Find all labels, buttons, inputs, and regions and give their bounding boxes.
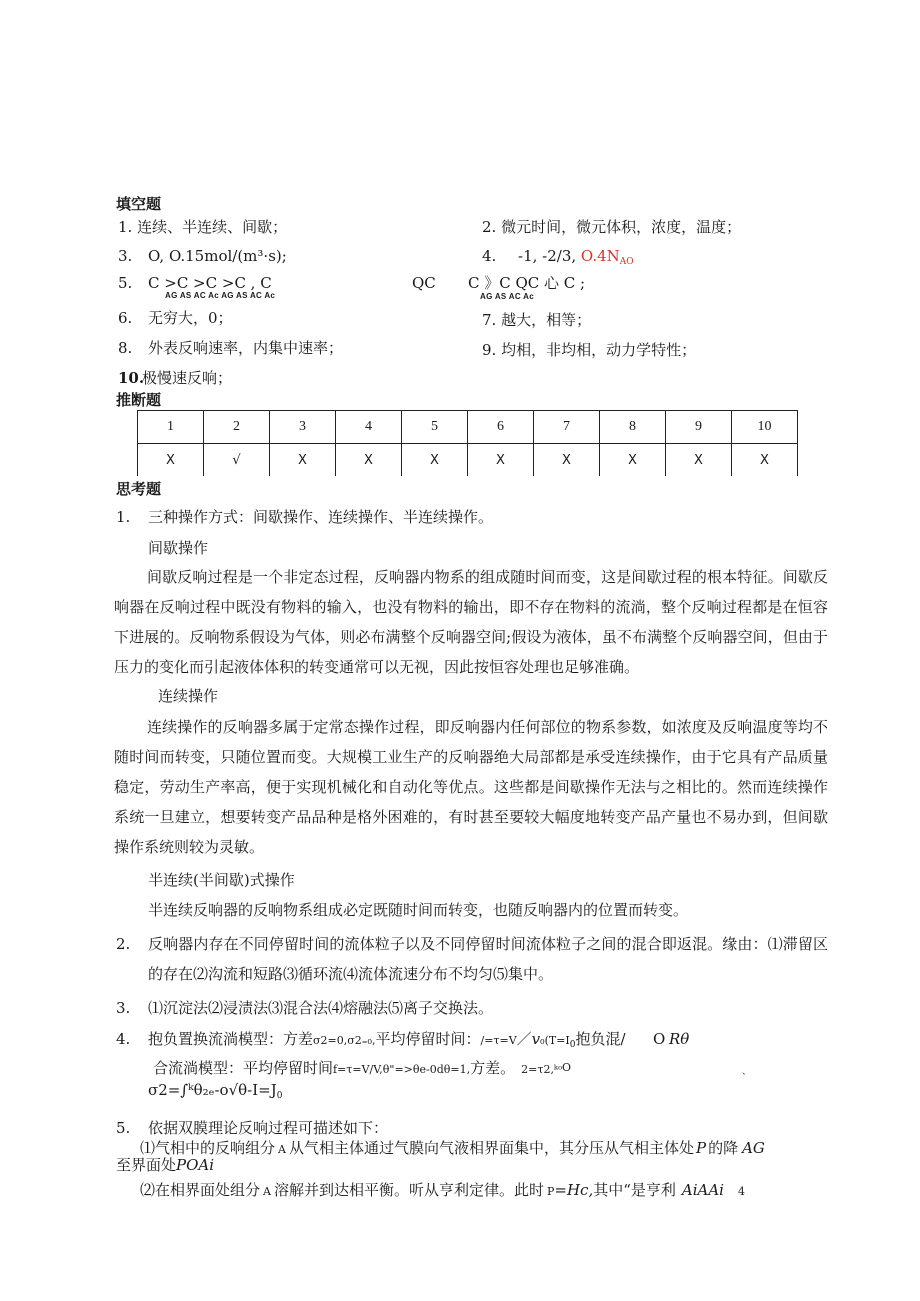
fill-item-1: 1. 连续、半连续、间歇；	[118, 218, 288, 236]
judge-number: 1	[138, 411, 204, 444]
judge-mark: X	[336, 444, 402, 477]
judge-mark: X	[666, 444, 732, 477]
judge-mark: X	[402, 444, 468, 477]
fill-item-2: 2. 微元时间，微元体积，浓度，温度；	[482, 218, 742, 236]
fill-item-7: 7. 越大，相等；	[482, 311, 592, 329]
judge-number: 4	[336, 411, 402, 444]
q2-text: 反响器内存在不同停留时间的流体粒子以及不同停留时间流体粒子之间的混合即返混。缘由：⑴滞留区的存在⑵沟流和短路⑶循环流⑷流体流速分布不均匀⑸集中。	[148, 935, 828, 983]
q5-num: 5.	[116, 1119, 131, 1137]
fill-item-9: 9. 均相，非均相，动力学特性；	[482, 341, 697, 359]
judge-mark: X	[600, 444, 666, 477]
fill-item-10: 极慢速反响；	[142, 369, 233, 387]
fill-item-4-red: O.4N	[580, 247, 620, 265]
judge-answer-row	[138, 444, 798, 477]
q4-tail-o: O	[653, 1030, 666, 1048]
q4-line2: 合流淌模型：平均停留时间f=τ=V/V,θ"=>θe-0dθ=1,方差。 2=τ2,ᵏᵒ	[153, 1059, 563, 1077]
judge-table	[137, 410, 798, 476]
batch-title: 间歇操作	[148, 539, 209, 557]
batch-paragraph: 间歇反响过程是一个非定态过程，反响器内物系的组成随时间而变，这是间歇过程的根本特征。间歇反响器在反响过程中既没有物料的输入，也没有物料的输出，即不存在物料的流淌，整个反响过程都是在恒容下进展的。反响物系假设为气体，则必布满整个反响器空间;假设为液体，虽不布满整个反响器空间，但由于压力的变化而引起液体体积的转变通常可以无视，因此按恒容处理也足够准确。	[114, 568, 828, 676]
fill-heading: 填空题	[116, 195, 162, 213]
judge-number: 7	[534, 411, 600, 444]
q5-text: 依据双膜理论反响过程可描述如下：	[148, 1119, 389, 1137]
q5-step2: ⑵在相界面处组分 A 溶解并到达相平衡。听从亨利定律。此时 P=Hc,其中“是亨利 AiAAi 4	[140, 1181, 745, 1199]
judge-number: 5	[402, 411, 468, 444]
q3-num: 3.	[116, 999, 131, 1017]
judge-number: 9	[666, 411, 732, 444]
judge-mark: X	[534, 444, 600, 477]
fill-item-5b-sub: AG AS AC Ac	[480, 292, 534, 301]
fill-item-6: 无穷大，0；	[148, 309, 233, 327]
judge-number: 2	[204, 411, 270, 444]
think-heading: 思考题	[116, 480, 162, 498]
fill-item-5-num: 5.	[118, 274, 133, 292]
q3-text: ⑴沉淀法⑵浸渍法⑶混合法⑷熔融法⑸离子交换法。	[148, 999, 494, 1017]
q4-dot: 、	[742, 1067, 752, 1077]
fill-item-8-num: 8.	[118, 339, 133, 357]
fill-item-8: 外表反响速率，内集中速率；	[148, 339, 344, 357]
fill-item-5-sub: AG AS AC Ac AG AS AC Ac	[165, 291, 276, 300]
judge-mark: X	[270, 444, 336, 477]
judge-mark: X	[138, 444, 204, 477]
semi-paragraph: 半连续反响器的反响物系组成必定既随时间而转变，也随反响器内的位置而转变。	[148, 901, 689, 919]
judge-number: 6	[468, 411, 534, 444]
fill-item-5b: C 》C QC 心 C ;	[468, 274, 586, 292]
fill-item-5: C >C >C >C , C	[148, 274, 272, 292]
fill-item-5-qc: QC	[412, 274, 436, 292]
q5-step1: ⑴气相中的反响组分 A 从气相主体通过气膜向气液相界面集中，其分压从气相主体处 P 的降 AG	[140, 1139, 765, 1157]
fill-item-6-num: 6.	[118, 309, 133, 327]
fill-item-10-num: 10.	[118, 369, 145, 387]
judge-number: 10	[732, 411, 798, 444]
fill-item-4-num: 4.	[482, 247, 497, 265]
q4-o2: O	[562, 1061, 572, 1074]
q2-num: 2.	[116, 935, 131, 953]
fill-item-3-num: 3.	[118, 247, 133, 265]
judge-heading: 推断题	[116, 391, 162, 409]
cont-paragraph: 连续操作的反响器多属于定常态操作过程，即反响器内任何部位的物系参数，如浓度及反响温度等均不随时间而转变，只随位置而变。大规模工业生产的反响器绝大局部都是承受连续操作，由于它具有产品质量稳定，劳动生产率高，便于实现机械化和自动化等优点。这些都是间歇操作无法与之相比的。然而连续操作系统一旦建立，想要转变产品品种是格外困难的，有时甚至要较大幅度地转变产品产量也不易办到，但间歇操作系统则较为灵敏。	[114, 718, 828, 856]
q5-step1b: 至界面处POAi	[116, 1156, 215, 1174]
judge-mark: X	[732, 444, 798, 477]
judge-mark: X	[468, 444, 534, 477]
fill-item-4: -1, -2/3, $O.4N_{AO}$	[518, 247, 634, 267]
q1-text: 三种操作方式：间歇操作、连续操作、半连续操作。	[148, 508, 494, 526]
cont-title: 连续操作	[158, 687, 219, 705]
semi-title: 半连续(半间歇)式操作	[148, 871, 295, 889]
q1-num: 1.	[116, 508, 131, 526]
judge-number-row	[138, 411, 798, 444]
judge-mark: √	[204, 444, 270, 477]
q4-tail-r: Rθ	[669, 1030, 690, 1048]
q4-line3: $\sigma 2=\int ᵏ\theta_{2e}-o√\theta-I=J_0$	[148, 1081, 283, 1101]
judge-number: 3	[270, 411, 336, 444]
q4-num: 4.	[116, 1030, 131, 1048]
q4-line1: 抱负置换流淌模型：方差σ2=0,σ2₌₀,平均停留时间：$/=\tau=V/v_0(T=I_0$抱负混/	[148, 1030, 626, 1050]
fill-item-3: O, O.15mol/(m³·s);	[148, 247, 287, 265]
judge-number: 8	[600, 411, 666, 444]
